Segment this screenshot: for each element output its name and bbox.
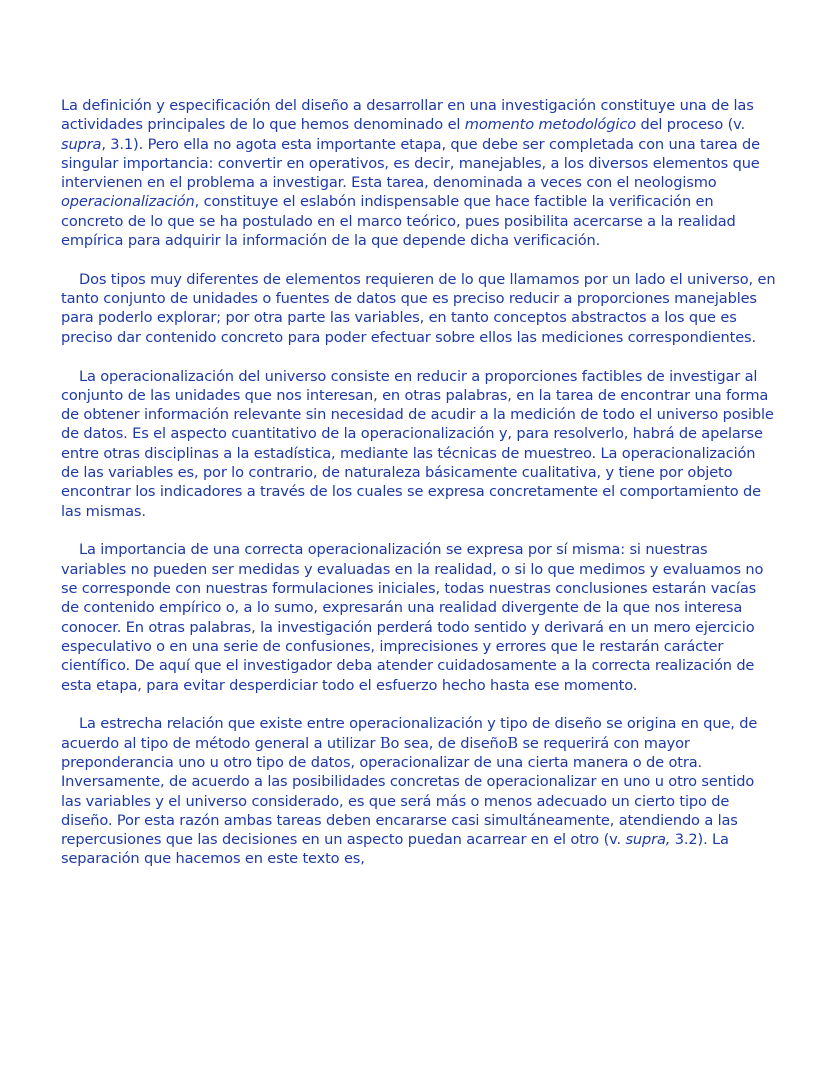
paragraph-1-text: , 3.1). Pero ella no agota esta importante etapa, que debe ser completada con una tarea de singular importancia: convertir en operativos, es decir, manejables, a los diversos elementos que intervienen en el problema a investigar. Esta tarea, denominada a veces con el neologismo — [61, 135, 760, 192]
paragraph-5-dash-glyph: B — [507, 734, 518, 752]
paragraph-1-italic-term: operacionalización — [61, 193, 195, 211]
paragraph-1-text: La definición y especificación del diseño a desarrollar en una investigación constituye una de las actividades principales de lo que hemos denominado el — [61, 97, 754, 134]
paragraph-5-text: La estrecha relación que existe entre operacionalización y tipo de diseño se origina en que, de acuerdo al tipo de método general a utilizar — [61, 715, 758, 752]
paragraph-1-italic-supra: supra — [61, 135, 102, 153]
paragraph-5-text: se requerirá con mayor preponderancia uno u otro tipo de datos, operacionalizar de una cierta manera o de otra. Inversamente, de acuerdo a las posibilidades concretas de operacionalizar en uno u otro sentido las variables y el universo considerado, es que será más o menos adecuado un cierto tipo de diseño. Por esta razón ambas tareas deben encararse casi simultáneamente, atendiendo a las repercusiones que las decisiones en un aspecto puedan acarrear en el otro (v. — [61, 734, 755, 849]
paragraph-5-dash-glyph: B — [379, 734, 391, 752]
paragraph-5-italic-supra: supra, — [625, 831, 671, 849]
paragraph-5-text: 3.2). La separación que hacemos en este texto es, — [61, 831, 729, 868]
paragraph-1 — [61, 96, 777, 250]
paragraph-1-text: , constituye el eslabón indispensable que hace factible la verificación en concreto de lo que se ha postulado en el marco teórico, pues posibilita acercarse a la realidad empírica para adquirir la información de la que depende dicha verificación. — [61, 193, 736, 250]
paragraph-5 — [61, 714, 777, 868]
document-page — [61, 96, 777, 888]
paragraph-1-text: del proceso (v. — [635, 116, 746, 134]
paragraph-3: La operacionalización del universo consiste en reducir a proporciones factibles de investigar al conjunto de las unidades que nos interesan, en otras palabras, en la tarea de encontrar una forma de obtener información relevante sin necesidad de acudir a la medición de todo el universo posible de datos. Es el aspecto cuantitativo de la operacionalización y, para resolverlo, habrá de apelarse entre otras disciplinas a la estadística, mediante las técnicas de muestreo. La operacionalización de las variables es, por lo contrario, de naturaleza básicamente cualitativa, y tiene por objeto encontrar los indicadores a través de los cuales se expresa concretamente el comportamiento de las mismas. — [61, 367, 774, 520]
paragraph-2: Dos tipos muy diferentes de elementos requieren de lo que llamamos por un lado el universo, en tanto conjunto de unidades o fuentes de datos que es preciso reducir a proporciones manejables para poderlo explorar; por otra parte las variables, en tanto conceptos abstractos a los que es preciso dar contenido concreto para poder efectuar sobre ellos las mediciones correspondientes. — [61, 270, 776, 346]
paragraph-5-text: o sea, de diseño — [390, 734, 508, 752]
paragraph-4: La importancia de una correcta operacionalización se expresa por sí misma: si nuestras variables no pueden ser medidas y evaluadas en la realidad, o si lo que medimos y evaluamos no se corresponde con nuestras formulaciones iniciales, todas nuestras conclusiones estarán vacías de contenido empírico o, a lo sumo, expresarán una realidad divergente de la que nos interesa conocer. En otras palabras, la investigación perderá todo sentido y derivará en un mero ejercicio especulativo o en una serie de confusiones, imprecisiones y errores que le restarán carácter científico. De aquí que el investigador deba atender cuidadosamente a la correcta realización de esta etapa, para evitar desperdiciar todo el esfuerzo hecho hasta ese momento. — [61, 541, 764, 694]
paragraph-1-italic-term: momento metodológico — [464, 116, 636, 134]
